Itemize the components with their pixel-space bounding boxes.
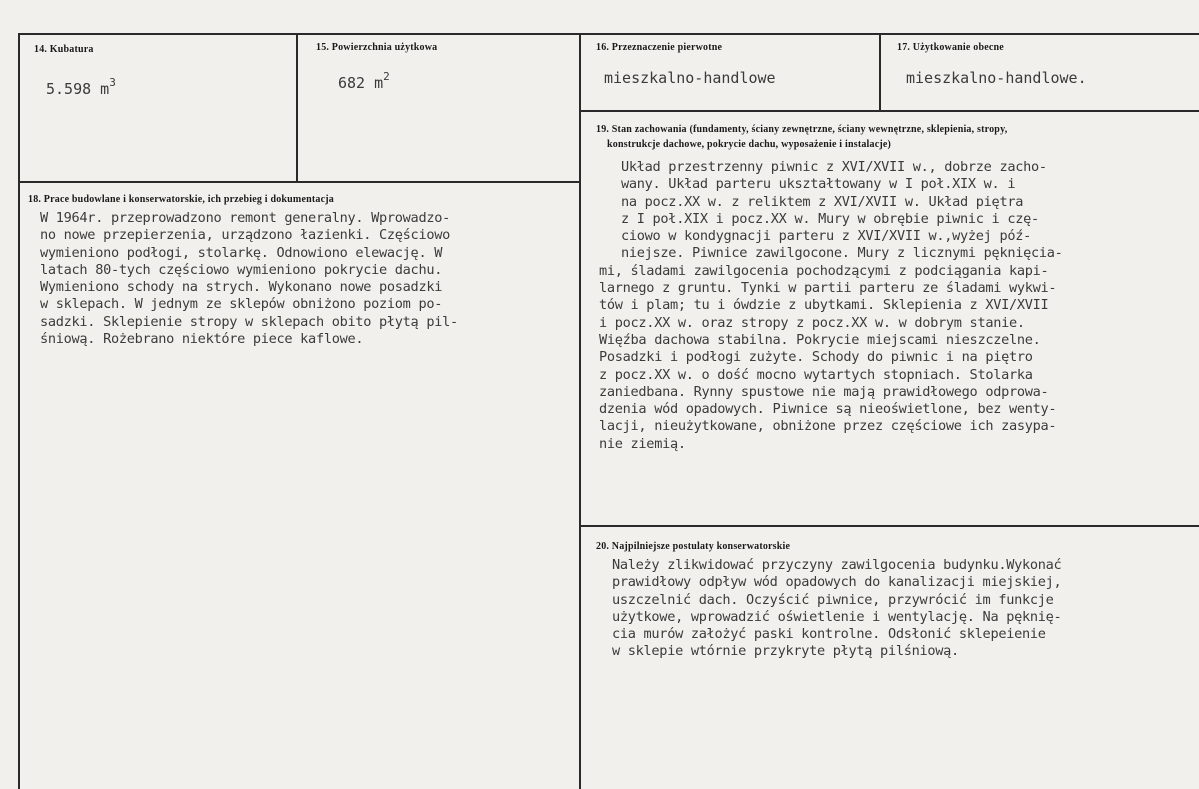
col-divider-1 xyxy=(296,33,298,182)
text-line: użytkowe, wprowadzić oświetlenie i wentylację. Na pęknię- xyxy=(612,608,1062,625)
text-line: lacji, nieużytkowane, obniżone przez częściowe ich zasypa- xyxy=(599,418,1057,435)
kubatura-label: 14. Kubatura xyxy=(34,44,94,55)
section20-top-border xyxy=(579,525,1199,527)
text-line: ciowo w kondygnacji parteru z XVI/XVII w.,wyżej póź- xyxy=(621,228,1031,245)
left-border xyxy=(18,33,20,789)
text-line: z pocz.XX w. o dość mocno wytartych stopniach. Stolarka xyxy=(599,366,1033,383)
text-line: Wymieniono schody na strych. Wykonano nowe posadzki xyxy=(40,279,443,296)
kubatura-exponent: 3 xyxy=(109,76,116,89)
text-line: niejsze. Piwnice zawilgocone. Mury z licznymi pęknięcia- xyxy=(621,245,1063,262)
powierzchnia-value xyxy=(338,70,390,92)
row1-divider xyxy=(579,110,1199,112)
text-line: wymieniono podłogi, stolarkę. Odnowiono elewację. W xyxy=(40,244,443,261)
text-line: larnego z gruntu. Tynki w partii parteru ze śladami wykwi- xyxy=(599,280,1057,297)
uzytkowanie-label: 17. Użytkowanie obecne xyxy=(897,42,1004,53)
prace-text xyxy=(40,210,458,348)
text-line: W 1964r. przeprowadzono remont generalny. Wprowadzo- xyxy=(40,210,450,226)
col-divider-middle xyxy=(579,33,581,789)
text-line: wany. Układ parteru ukształtowany w I poł.XIX w. i xyxy=(621,176,1016,193)
przeznaczenie-label: 16. Przeznaczenie pierwotne xyxy=(596,42,723,53)
text-line: zaniedbana. Rynny spustowe nie mają prawidłowego odprowa- xyxy=(599,383,1049,400)
stan-label-line1: 19. Stan zachowania (fundamenty, ściany zewnętrzne, ściany wewnętrzne, sklepienia, stropy, xyxy=(596,124,1008,135)
powierzchnia-number: 682 m xyxy=(338,74,384,92)
kubatura-value xyxy=(46,76,116,98)
text-line: tów i plam; tu i ówdzie z ubytkami. Sklepienia z XVI/XVII xyxy=(599,297,1049,314)
text-line: nie ziemią. xyxy=(599,435,686,452)
text-line: sadzki. Sklepienie stropy w sklepach obito płytą pil- xyxy=(40,313,458,330)
text-line: Układ przestrzenny piwnic z XVI/XVII w., dobrze zacho- xyxy=(621,159,1047,175)
top-border xyxy=(18,33,1199,35)
uzytkowanie-value: mieszkalno-handlowe. xyxy=(906,69,1087,87)
text-line: w sklepach. W jednym ze sklepów obniżono poziom po- xyxy=(40,296,443,313)
postulaty-label: 20. Najpilniejsze postulaty konserwatorskie xyxy=(596,541,791,552)
col-divider-3 xyxy=(879,33,881,111)
stan-label-line2: konstrukcje dachowe, pokrycie dachu, wyposażenie i instalacje) xyxy=(607,139,892,150)
text-line: uszczelnić dach. Oczyścić piwnice, przywrócić im funkcje xyxy=(612,591,1054,608)
text-line: i pocz.XX w. oraz stropy z pocz.XX w. w dobrym stanie. xyxy=(599,314,1025,331)
przeznaczenie-value: mieszkalno-handlowe xyxy=(604,69,776,87)
stan-text xyxy=(599,159,1063,453)
prace-label: 18. Prace budowlane i konserwatorskie, ich przebieg i dokumentacja xyxy=(28,194,334,205)
text-line: Więźba dachowa stabilna. Pokrycie miejscami nieszczelne. xyxy=(599,331,1041,348)
text-line: z I poł.XIX i pocz.XX w. Mury w obrębie piwnic i czę- xyxy=(621,210,1039,227)
text-line: na pocz.XX w. z reliktem z XVI/XVII w. Układ piętra xyxy=(621,193,1024,210)
powierzchnia-label: 15. Powierzchnia użytkowa xyxy=(316,42,438,53)
postulaty-text xyxy=(612,557,1061,661)
text-line: latach 80-tych częściowo wymieniono pokrycie dachu. xyxy=(40,261,443,278)
text-line: Należy zlikwidować przyczyny zawilgocenia budynku.Wykonać xyxy=(612,557,1062,573)
text-line: dzenia wód opadowych. Piwnice są nieoświetlone, bez wenty- xyxy=(599,401,1057,418)
text-line: śniową. Rożebrano niektóre piece kaflowe. xyxy=(40,331,364,348)
text-line: cia murów założyć paski kontrolne. Odsłonić sklepeienie xyxy=(612,626,1046,643)
kubatura-number: 5.598 m xyxy=(46,80,110,98)
powierzchnia-exponent: 2 xyxy=(383,70,390,83)
text-line: w sklepie wtórnie przykryte płytą pilśniową. xyxy=(612,643,959,660)
text-line: mi, śladami zawilgocenia pochodzącymi z podciągania kapi- xyxy=(599,262,1049,279)
section18-top-border xyxy=(18,181,579,183)
text-line: no nowe przepierzenia, urządzono łazienki. Częściowo xyxy=(40,227,450,244)
text-line: Posadzki i podłogi zużyte. Schody do piwnic i na piętro xyxy=(599,349,1033,366)
text-line: prawidłowy odpływ wód opadowych do kanalizacji miejskiej, xyxy=(612,574,1062,591)
